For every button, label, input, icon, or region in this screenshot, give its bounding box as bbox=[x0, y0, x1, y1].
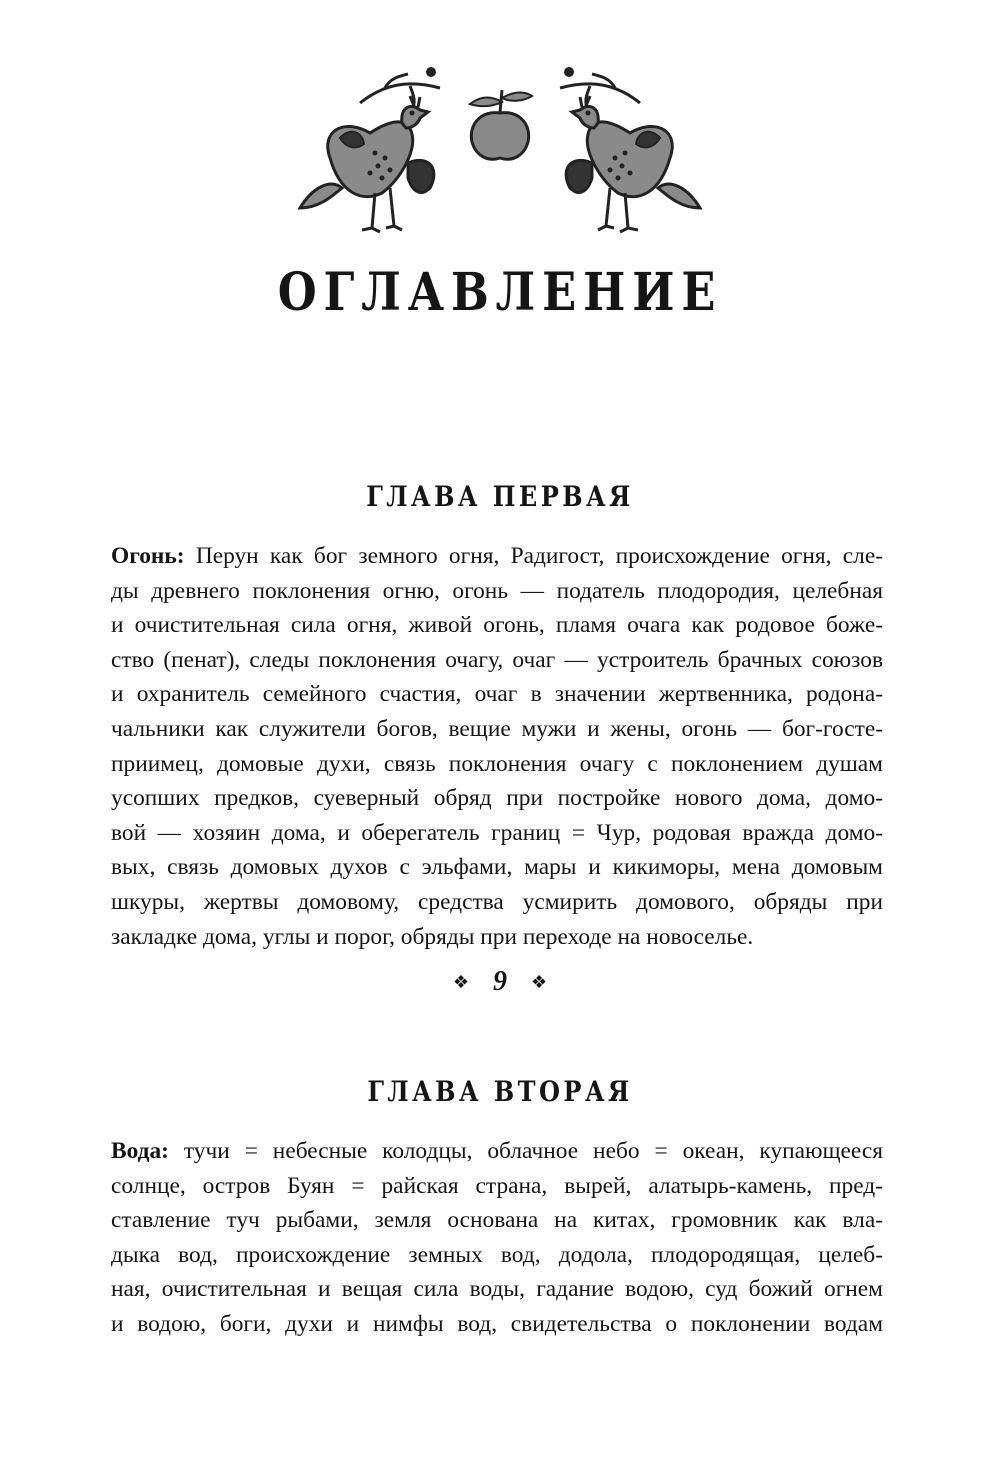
text-line: усопших предков, суеверный обряд при постройке нового дома, домо- bbox=[111, 785, 883, 812]
text-line: вых, связь домовых духов с эльфами, мары и кикиморы, мена домовым bbox=[111, 854, 883, 881]
chapter-heading: ГЛАВА ПЕРВАЯ bbox=[366, 480, 634, 513]
chapter-heading: ГЛАВА ВТОРАЯ bbox=[367, 1075, 633, 1108]
text-line: дыка вод, происхождение земных вод, додола, плодородящая, целеб- bbox=[111, 1241, 883, 1268]
bird-icon bbox=[300, 96, 434, 232]
text-line: ды древнего поклонения огню, огонь — податель плодородия, целебная bbox=[111, 577, 883, 604]
text-line: Огонь: Перун как бог земного огня, Радигост, происхождение огня, сле- bbox=[111, 543, 883, 569]
branch-icon bbox=[360, 74, 440, 110]
page-title: ОГЛАВЛЕНИЕ bbox=[277, 262, 723, 323]
text-line: солнце, остров Буян = райская страна, вырей, алатырь-камень, пред- bbox=[111, 1172, 883, 1199]
text-line: закладке дома, углы и порог, обряды при переходе на новоселье. bbox=[111, 923, 754, 950]
branch-icon bbox=[560, 74, 640, 110]
chapter-summary bbox=[111, 1134, 883, 1342]
chapter-term: Огонь: bbox=[111, 543, 185, 569]
text-line: и очистительная сила огня, живой огонь, пламя очага как родовое боже- bbox=[111, 612, 883, 639]
chapter-summary bbox=[111, 539, 883, 954]
chapter-term: Вода: bbox=[111, 1138, 169, 1164]
header-ornament bbox=[290, 58, 710, 248]
page-number-marker bbox=[0, 966, 1000, 998]
text-line: Вода: тучи = небесные колодцы, облачное небо = океан, купающееся bbox=[111, 1138, 883, 1164]
text-line: ная, очистительная и вещая сила воды, гадание водою, суд божий огнем bbox=[111, 1276, 883, 1303]
text-line: ставление туч рыбами, земля основана на китах, громовник как вла- bbox=[111, 1207, 883, 1234]
diamond-icon: ❖ bbox=[452, 972, 469, 992]
text-line: и водою, боги, духи и нимфы вод, свидетельства о поклонении водам bbox=[111, 1310, 883, 1337]
text-line: ство (пенат), следы поклонения очагу, очаг — устроитель брачных союзов bbox=[111, 646, 883, 673]
text-line: шкуры, жертвы домовому, средства усмирить домового, обряды при bbox=[111, 888, 883, 915]
apple-icon bbox=[470, 90, 532, 159]
diamond-icon: ❖ bbox=[531, 972, 548, 992]
text-line: вой — хозяин дома, и оберегатель границ = Чур, родовая вражда домо- bbox=[111, 819, 883, 846]
text-line: приимец, домовые духи, связь поклонения очагу с поклонением душам bbox=[111, 750, 883, 777]
bird-icon bbox=[566, 96, 700, 232]
text-line: и охранитель семейного счастия, очаг в значении жертвенника, родона- bbox=[111, 681, 883, 708]
text-line: чальники как служители богов, вещие мужи и жены, огонь — бог-госте- bbox=[111, 715, 883, 742]
page-number: 9 bbox=[493, 966, 507, 997]
